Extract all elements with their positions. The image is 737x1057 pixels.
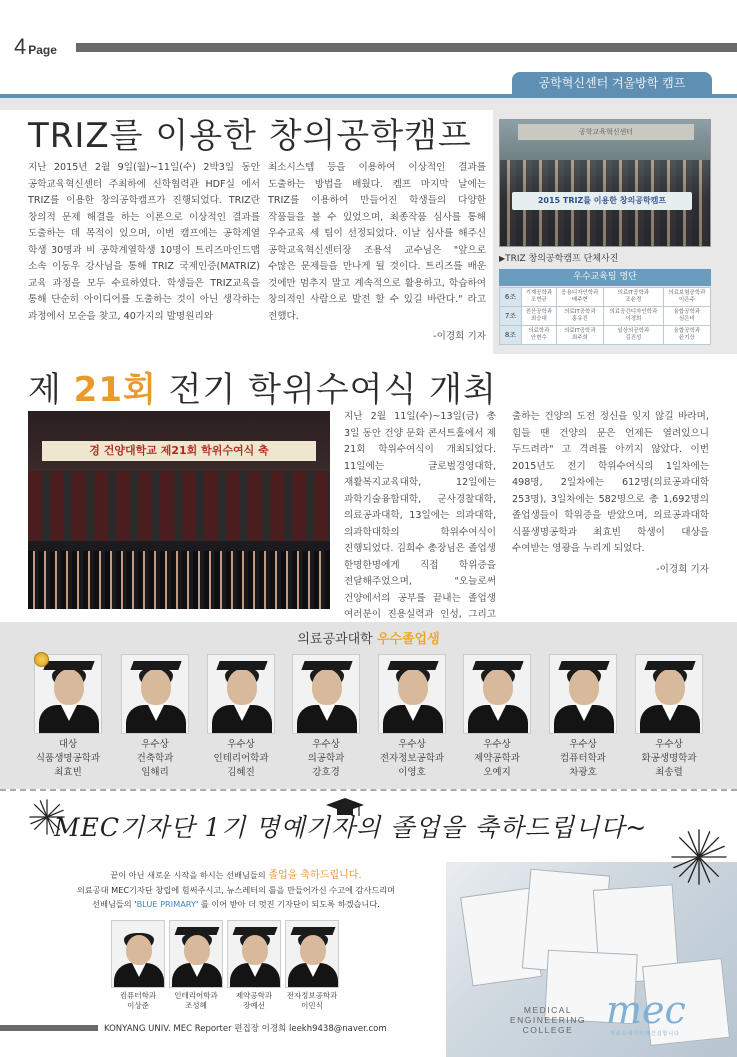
- article1-byline: -이경희 기자: [433, 331, 486, 342]
- article1-title: TRIZ를 이용한 창의공학캠프: [28, 116, 472, 156]
- graduate-award: 우수상: [312, 739, 340, 750]
- graduate-card: [635, 654, 703, 780]
- graduates-title: 의료공과대학 우수졸업생: [297, 632, 440, 647]
- footer-credit: KONYANG UNIV. MEC Reporter 편집장 이경희 leekh9438@naver.com: [104, 1024, 387, 1034]
- ceremony-photo: [28, 411, 330, 609]
- article2-column-2: 출하는 건양의 도전 정신을 잊지 않길 바라며, 힘들 땐 건양의 문은 언제든 열려있으니 두드려라" 고 격려를 아끼지 않았다. 이번 2015년도 전기 학위수여식의 1일차에는 498명, 2일차에는 612명(의료공과대학 253명), 3일차에는 582명으로 총 1,692명의 졸업생들이 학위증을 받았으며, 의료공과대학 식품생명공학과 최효빈 학생이 대상을 수여받는 영광을 누리게 되었다.: [512, 411, 709, 554]
- reporter-portrait: [285, 920, 339, 988]
- graduate-portrait: [207, 654, 275, 734]
- graduate-award: 우수상: [227, 739, 255, 750]
- graduate-dept: 의공학과: [307, 753, 345, 764]
- congrats-line-1: 끝이 아닌 새로운 시작을 하시는 선배님들의 졸업을 축하드립니다.: [110, 870, 362, 881]
- dashed-divider: [0, 789, 737, 791]
- graduate-card: [34, 654, 102, 780]
- photo-caption: [499, 251, 618, 264]
- blue-primary-text: BLUE PRIMARY: [136, 899, 196, 909]
- reporter-name: 이상준: [127, 1001, 149, 1010]
- congrats-line-3: 선배님들의 'BLUE PRIMARY' 를 이어 받아 더 멋진 기자단이 되도록 하겠습니다.: [92, 899, 380, 909]
- table-row: [500, 288, 711, 307]
- graduate-name: 최효빈: [54, 767, 82, 778]
- graduate-dept: 제약공학과: [474, 753, 520, 764]
- graduate-name: 강호경: [312, 767, 340, 778]
- graduate-portrait: [292, 654, 360, 734]
- graduate-name: 김혜진: [227, 767, 255, 778]
- graduate-dept: 식품생명공학과: [35, 753, 101, 764]
- graduate-dept: 컴퓨터학과: [560, 753, 606, 764]
- medal-icon: [34, 652, 49, 667]
- group-photo: [499, 119, 711, 247]
- graduate-dept: 화공생명학과: [641, 753, 697, 764]
- team-group: 6조: [500, 288, 522, 307]
- page-word: Page: [28, 43, 57, 57]
- page-number: 4 Page: [14, 34, 57, 59]
- team-group: 7조: [500, 307, 522, 326]
- article2-column-1: 지난 2월 11일(수)~13일(금) 총 3일 동안 건양 문화 콘서트홀에서 제 21회 학위수여식이 개최되었다. 11일에는 글로벌경영대학, 재활복지교육대학, 12일에는 과학기술융합대학, 군사경찰대학, 의료공과대학, 13일에는 의과대학, 의과학대학의 학위수여식이 진행되었다. 김희수 총장님은 졸업생 한명한명에게 직접 학위증을 전달해주었으며, "오늘로써 건양에서의 공부를 끝내는 졸업생 여러분이 진용실력과 인성, 그리고: [344, 411, 496, 620]
- reporter-name: 조성혜: [185, 1001, 207, 1010]
- graduate-name: 오예지: [483, 767, 511, 778]
- graduate-name: 차광호: [569, 767, 597, 778]
- graduates-background: [0, 622, 737, 789]
- article2-byline: -이경희 기자: [656, 563, 709, 575]
- top-rule: [76, 43, 737, 52]
- firework-icon: [670, 828, 728, 886]
- team-member: 전산공학과 최승대: [522, 307, 557, 326]
- article2-title-number: 21회: [73, 370, 157, 410]
- graduate-portrait: [121, 654, 189, 734]
- graduate-card: [292, 654, 360, 780]
- team-member: 의료보험공학과 이은주: [663, 288, 710, 307]
- mec-logo-tagline: 의료공대의미래건설합니다: [610, 1031, 680, 1037]
- graduate-portrait: [378, 654, 446, 734]
- graduate-name: 이영호: [398, 767, 426, 778]
- graduate-award: 우수상: [398, 739, 426, 750]
- mec-slogan: MEC기자단 1기 명예기자의 졸업을 축하드립니다~: [54, 813, 648, 842]
- reporter-card: [169, 920, 223, 1011]
- graduate-dept: 인테리어학과: [213, 753, 269, 764]
- table-row: [500, 326, 711, 345]
- graduate-card: [463, 654, 531, 780]
- congrats-message: [20, 868, 452, 911]
- reporter-dept: 컴퓨터학과: [119, 991, 157, 1000]
- photo-caption-text: TRIZ 창의공학캠프 단체사진: [505, 254, 619, 264]
- graduate-portrait: [549, 654, 617, 734]
- reporter-dept: 전자정보공학과: [286, 991, 338, 1000]
- graduate-award: 우수상: [655, 739, 683, 750]
- graduates-title-accent: 우수졸업생: [376, 632, 440, 647]
- team-group: 8조: [500, 326, 522, 345]
- photo-banner: 2015 TRIZ를 이용한 창의공학캠프: [512, 192, 692, 210]
- graduate-award: 우수상: [569, 739, 597, 750]
- team-table-title: 우수교육팀 명단: [499, 269, 711, 286]
- graduate-portrait: [463, 654, 531, 734]
- article1-column-1: 지난 2015년 2월 9일(월)~11일(수) 2박3일 동안 공학교육혁신센터 주최하에 신학협력관 HDF실 에서 TRIZ를 이용한 창의공학캠프가 진행되었다. TRIZ란 창의적 문제 해결을 하는 이론으로 이상적인 결과를 도출하는 데 목적이 있으며, 이번 캠프에는 공학계열 학생 30명과 비 공학계열학생 10명이 트리즈마인드맵 소속 이동우 강사님을 통해 TRIZ 국제인증(MATRIZ) 교육 과정을 모두 수료하였다. 학생들은 TRIZ교육을 통해 단순히 아이디어를 도출하는 것이 아닌 생각하는 과정에서 모순을 찾고, 40가지의 발명원리와: [28, 162, 260, 322]
- reporter-portrait: [227, 920, 281, 988]
- graduate-card: [121, 654, 189, 780]
- graduate-dept: 건축학과: [136, 753, 174, 764]
- team-member: 응용디자인학과 배주현: [556, 288, 603, 307]
- photo-building-sign: 공학교육혁신센터: [518, 124, 694, 140]
- congrats-accent: 졸업을 축하드립니다.: [268, 870, 362, 881]
- table-row: [500, 307, 711, 326]
- ceremony-stage: [28, 471, 330, 541]
- team-member: 임상의공학과 김진성: [604, 326, 664, 345]
- reporter-dept: 제약공학과: [235, 991, 273, 1000]
- team-member: 의료공간디자인학과 이경희: [604, 307, 664, 326]
- graduate-name: 최송렬: [655, 767, 683, 778]
- graduate-award: 우수상: [483, 739, 511, 750]
- graduate-award: 대상: [58, 739, 78, 750]
- reporter-card: [227, 920, 281, 1011]
- article1-column-2: 최소시스템 등을 이용하여 이상적인 결과를 도출하는 방법을 배웠다. 켐프 마지막 날에는 TRIZ를 이용하여 만들어진 학생들의 다양한 작품들을 볼 수 있었으며, 최종작품 심사를 통해 우수교육 세 팀이 선정되었다. 이날 심사를 해주신 공학교육혁신센터장 조용석 교수님은 "앞으로 수많은 문제들을 만나게 될 것이다. 트리즈를 배운 것에만 멈추지 말고 계속적으로 활용하고, 학습하여 창의적인 사람으로 발전 할 수 있길 바란다." 라고 전했다.: [268, 162, 486, 322]
- graduate-portrait: [635, 654, 703, 734]
- graduate-name: 임해리: [141, 767, 169, 778]
- article2-title: 제 21회 전기 학위수여식 개최: [28, 370, 497, 410]
- team-member: 의료학과 안현수: [522, 326, 557, 345]
- ceremony-banner: 경 건양대학교 제21회 학위수여식 축: [42, 441, 316, 461]
- reporter-name: 장예선: [243, 1001, 265, 1010]
- article2-column-2-wrap: [512, 409, 709, 575]
- team-member: 의료IT공학과 홍유진: [556, 307, 603, 326]
- graduate-dept: 전자정보공학과: [379, 753, 445, 764]
- college-wordmark: MEDICAL ENGINEERING COLLEGE: [510, 1005, 587, 1035]
- team-table: [499, 287, 711, 345]
- team-member: 의료IT공학과 조윤경: [604, 288, 664, 307]
- graduate-award: 우수상: [141, 739, 169, 750]
- graduate-card: [207, 654, 275, 780]
- team-member: 기계공학과 조현규: [522, 288, 557, 307]
- reporter-card: [111, 920, 165, 1011]
- reporter-portrait: [169, 920, 223, 988]
- reporter-dept: 인테리어학과: [174, 991, 218, 1000]
- congrats-line-2: 의료공대 MEC기자단 창립에 힘써주시고, 뉴스레터의 틀을 만들어가신 수고에 감사드리며: [76, 885, 396, 895]
- article1-column-2-wrap: [268, 160, 486, 342]
- graduate-card: [549, 654, 617, 780]
- team-member: 융합공학과 윤기상: [663, 326, 710, 345]
- section-tab: 공학혁신센터 겨울방학 캠프: [512, 72, 712, 94]
- team-member: 융합공학과 심은비: [663, 307, 710, 326]
- newsletter-collage: [446, 862, 737, 1057]
- reporter-name: 이민식: [301, 1001, 323, 1010]
- mec-logo: mec: [606, 988, 686, 1032]
- bottom-rule: [0, 1025, 98, 1031]
- reporter-card: [285, 920, 339, 1011]
- team-member: 의료IT공학과 최주희: [556, 326, 603, 345]
- reporter-portrait: [111, 920, 165, 988]
- ceremony-audience: [28, 551, 330, 609]
- caption-marker-icon: ▶: [499, 254, 506, 263]
- graduate-card: [378, 654, 446, 780]
